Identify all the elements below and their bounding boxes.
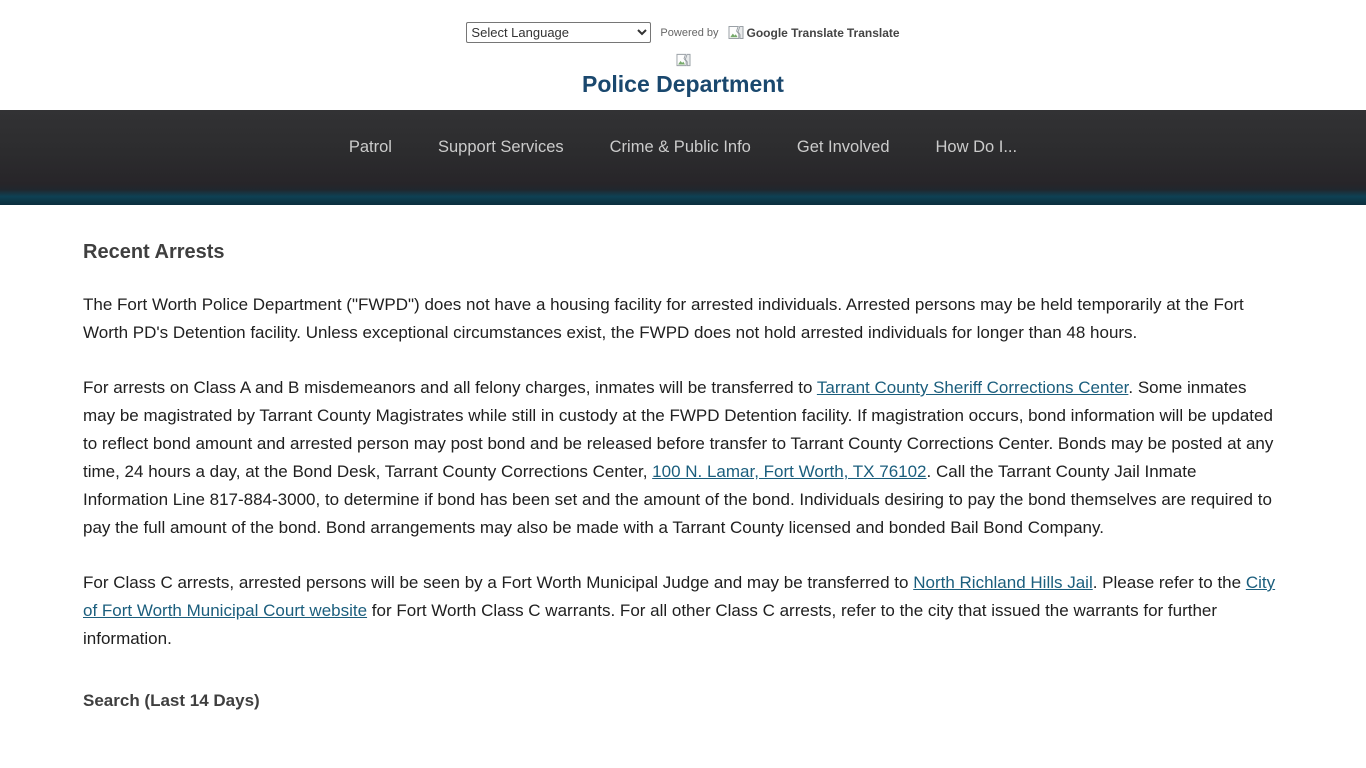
page-title: Recent Arrests xyxy=(83,241,225,263)
main-content xyxy=(83,241,1283,711)
article-paragraphs xyxy=(83,291,1283,653)
search-heading: Search (Last 14 Days) xyxy=(83,691,260,710)
paragraph-text: . Call the Tarrant County Jail Inmate Information Line 817-884-3000, to determine if bond has been set and the amount of the bond. Individuals desiring to pay the bond themselves are required to pay the full amount of the bond. Bond arrangements may also be made with a Tarrant County licensed and bonded Bail Bond Company. xyxy=(83,462,1272,537)
broken-image-icon xyxy=(728,25,744,40)
nav-item-support-services[interactable]: Support Services xyxy=(437,138,564,156)
paragraph-text: For arrests on Class A and B misdemeanors and all felony charges, inmates will be transferred to xyxy=(83,378,817,397)
paragraph xyxy=(83,374,1283,542)
paragraph-text: The Fort Worth Police Department ("FWPD") does not have a housing facility for arrested individuals. Arrested persons may be held temporarily at the Fort Worth PD's Detention facility. Unless exceptional circumstances exist, the FWPD does not hold arrested individuals for longer than 48 hours. xyxy=(83,295,1244,342)
site-title: Police Department xyxy=(582,71,784,97)
nav-item-how-do-i[interactable]: How Do I... xyxy=(935,138,1018,156)
paragraph-text: For Class C arrests, arrested persons will be seen by a Fort Worth Municipal Judge and may be transferred to xyxy=(83,573,914,592)
powered-by-label: Powered by xyxy=(660,26,719,39)
nav-item-crime-public-info[interactable]: Crime & Public Info xyxy=(609,138,751,156)
paragraph xyxy=(83,291,1283,347)
site-logo-row xyxy=(0,53,1366,68)
site-logo-broken-image-icon xyxy=(676,53,691,67)
nav-item-patrol[interactable]: Patrol xyxy=(348,138,392,156)
paragraph-text: for Fort Worth Class C warrants. For all other Class C arrests, refer to the city that issued the warrants for further information. xyxy=(83,601,1218,648)
municipal-court-website-link[interactable]: City of Fort Worth Municipal Court website xyxy=(83,573,1276,620)
nav-item-get-involved[interactable]: Get Involved xyxy=(796,138,890,156)
language-select[interactable] xyxy=(466,22,651,43)
main-navigation xyxy=(0,110,1366,205)
paragraph xyxy=(83,569,1283,653)
google-translate-branding xyxy=(728,25,900,40)
google-translate-alt-text: Google Translate xyxy=(746,25,844,40)
paragraph-text: . Some inmates may be magistrated by Tarrant County Magistrates while still in custody at the FWPD Detention facility. If magistration occurs, bond information will be updated to reflect bond amount and arrested person may post bond and be released before transfer to Tarrant County Corrections Center. Bonds may be posted at any time, 24 hours a day, at the Bond Desk, Tarrant County Corrections Center, xyxy=(83,378,1274,481)
north-richland-hills-jail-link[interactable]: North Richland Hills Jail xyxy=(913,573,1093,592)
tarrant-county-sheriff-corrections-center-link[interactable]: Tarrant County Sheriff Corrections Center xyxy=(816,378,1129,397)
address-link[interactable]: 100 N. Lamar, Fort Worth, TX 76102 xyxy=(652,462,927,481)
paragraph-text: . Please refer to the xyxy=(1092,573,1246,592)
translate-label: Translate xyxy=(846,25,900,40)
google-translate-bar xyxy=(0,0,1366,43)
